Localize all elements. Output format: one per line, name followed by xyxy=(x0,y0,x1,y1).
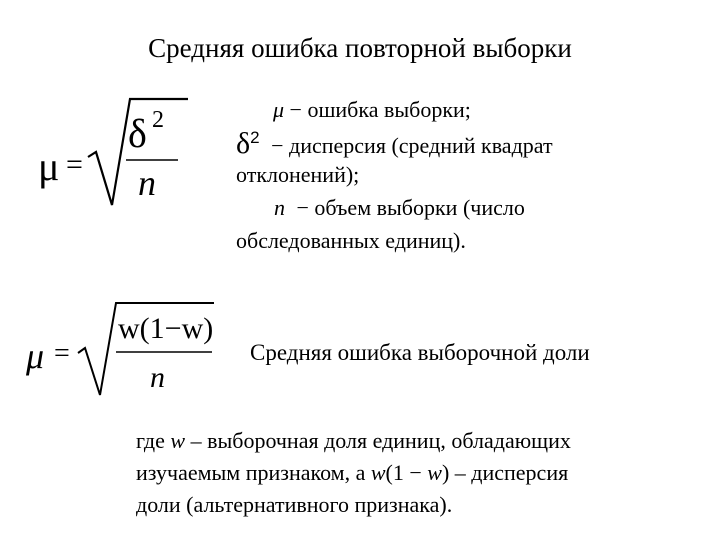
note-line-3: доли (альтернативного признака). xyxy=(136,492,453,517)
definition-delta-text-1: − дисперсия (средний квадрат xyxy=(271,133,553,158)
note-w-symbol: w xyxy=(170,428,186,453)
formula-2-numerator: w(1−w) xyxy=(118,312,214,345)
formula-2-n: n xyxy=(150,361,165,394)
formula-2-mu: μ xyxy=(26,336,45,376)
formula-1-exponent: 2 xyxy=(152,107,164,133)
formula-2-equals: = xyxy=(54,338,70,369)
definition-delta-text-2: отклонений); xyxy=(236,162,360,187)
formula-2-svg xyxy=(20,295,230,405)
definition-n-symbol: n xyxy=(274,195,285,220)
definition-n-text-1: − объем выборки (число xyxy=(296,195,525,220)
formula-2-caption: Средняя ошибка выборочной доли xyxy=(250,340,590,365)
formula-1-svg xyxy=(30,95,210,215)
definition-n xyxy=(274,195,525,221)
definition-delta-exponent: 2 xyxy=(250,127,260,147)
note-block xyxy=(136,425,571,521)
definition-mu-text: − ошибка выборки; xyxy=(289,97,471,122)
note-line-1: где w – выборочная доля единиц, обладающих xyxy=(136,428,571,453)
formula-1-equals: = xyxy=(66,148,83,181)
definition-n-text-2: обследованных единиц). xyxy=(236,228,466,253)
definition-mu xyxy=(273,97,471,123)
formula-sample-share-error xyxy=(20,295,230,405)
formula-1-mu: μ xyxy=(38,144,60,189)
formula-1-n: n xyxy=(138,163,156,203)
formula-repeated-sample-error xyxy=(30,95,210,215)
formula-1-delta: δ xyxy=(128,111,147,156)
definition-delta-symbol: δ xyxy=(236,127,251,160)
slide-title: Средняя ошибка повторной выборки xyxy=(148,33,572,63)
definition-mu-symbol: μ xyxy=(273,97,285,122)
note-line-2: изучаемым признаком, а w(1 − w) – дисперсия xyxy=(136,460,569,485)
definition-delta xyxy=(236,127,553,161)
